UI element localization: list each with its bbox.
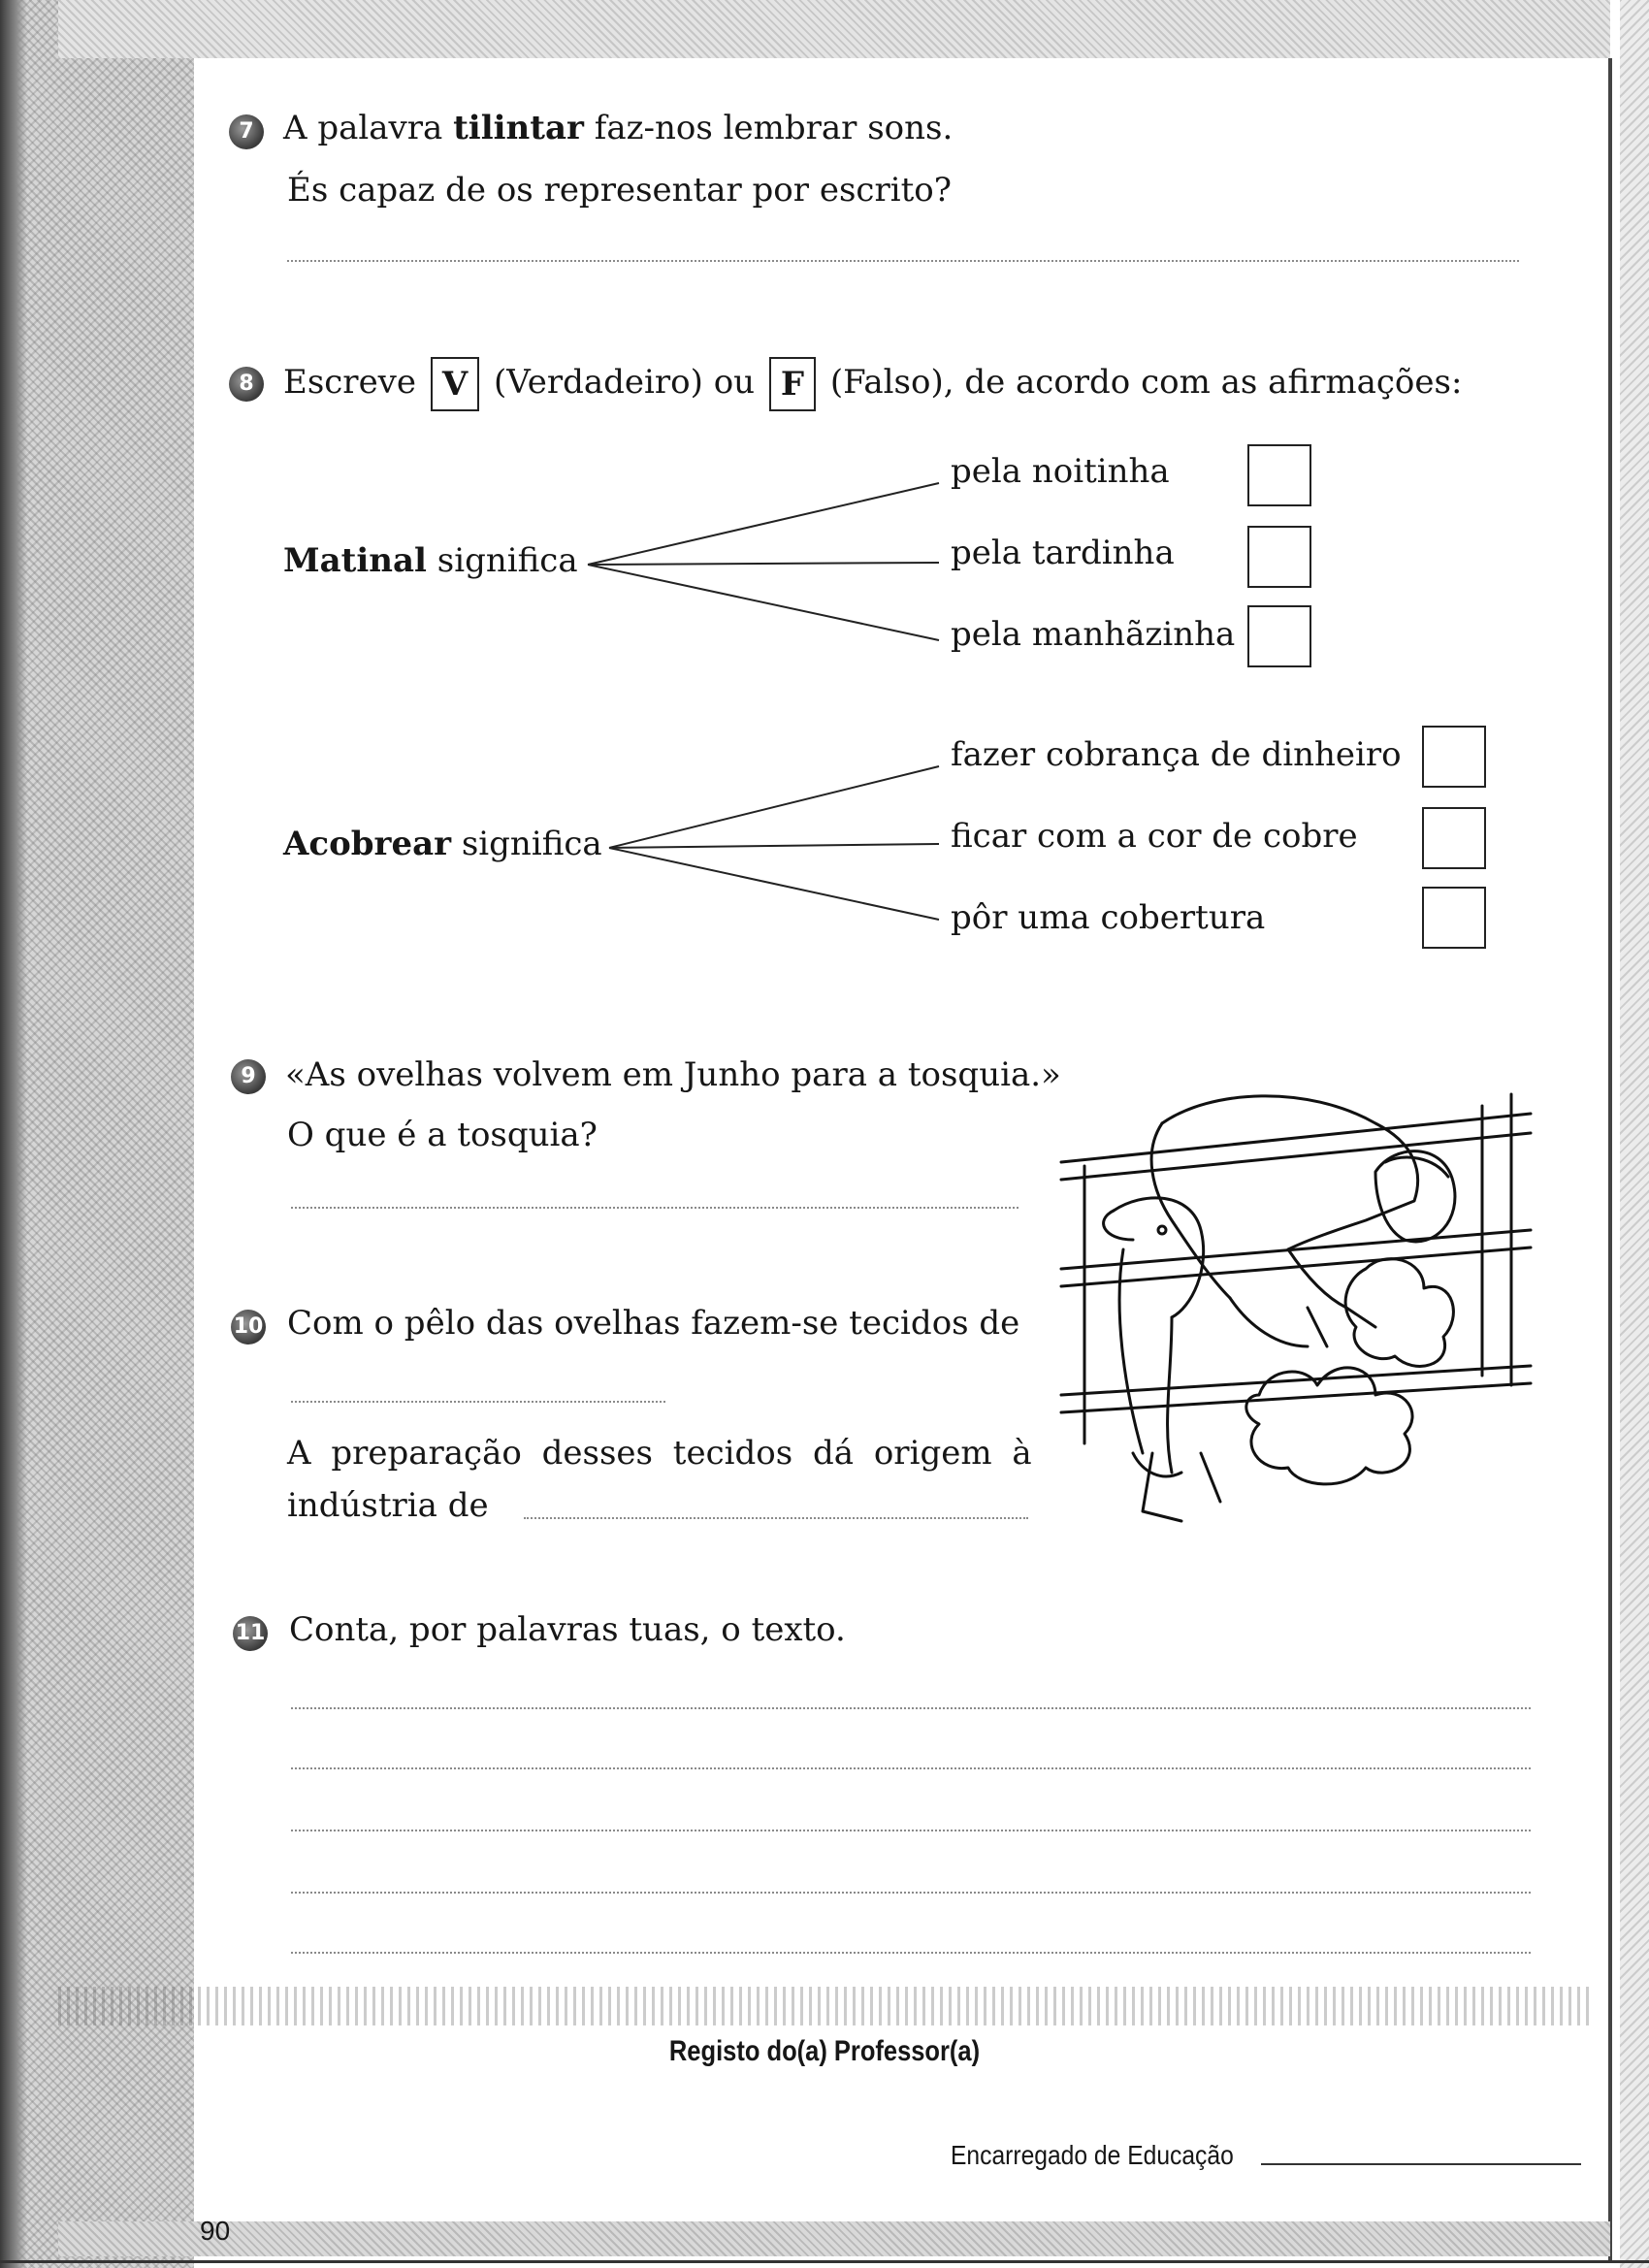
- scan-margin-bottom: [58, 2221, 1610, 2256]
- q10-answer-line-1[interactable]: [291, 1401, 665, 1403]
- q9-question: O que é a tosquia?: [287, 1116, 598, 1154]
- matinal-answer-box-2[interactable]: [1247, 526, 1311, 588]
- question-number-8: 8: [229, 367, 264, 402]
- question-number-11: 11: [233, 1616, 268, 1651]
- acobrear-label: Acobrear significa: [283, 825, 602, 863]
- f-box: F: [769, 357, 816, 411]
- page-edge-bottom: [0, 2260, 1649, 2263]
- q10-answer-line-2[interactable]: [524, 1517, 1028, 1519]
- q11-answer-line-2[interactable]: [291, 1767, 1531, 1769]
- q11-instruction: Conta, por palavras tuas, o texto.: [289, 1610, 846, 1649]
- v-box: V: [431, 357, 479, 411]
- matinal-option-3: pela manhãzinha: [951, 615, 1236, 654]
- acobrear-answer-box-1[interactable]: [1422, 726, 1486, 788]
- q11-answer-line-1[interactable]: [291, 1707, 1531, 1709]
- matinal-option-1: pela noitinha: [951, 452, 1170, 491]
- question-number-10: 10: [231, 1310, 266, 1345]
- acobrear-answer-box-3[interactable]: [1422, 887, 1486, 949]
- q11-answer-line-5[interactable]: [291, 1952, 1531, 1954]
- teacher-record-title: Registo do(a) Professor(a): [668, 2035, 981, 2067]
- guardian-signature-line[interactable]: [1261, 2163, 1581, 2165]
- matinal-option-2: pela tardinha: [951, 534, 1175, 572]
- question-number-7: 7: [229, 114, 264, 149]
- q10-line2: A preparação desses tecidos dá origem à: [287, 1434, 1032, 1473]
- matinal-answer-box-3[interactable]: [1247, 605, 1311, 667]
- matinal-answer-box-1[interactable]: [1247, 444, 1311, 506]
- page-number: 90: [200, 2216, 231, 2246]
- question-number-9: 9: [231, 1059, 266, 1094]
- q7-line1: A palavra tilintar faz-nos lembrar sons.: [283, 109, 954, 147]
- shearing-illustration: [1055, 1085, 1540, 1570]
- q8-instruction: Escreve V (Verdadeiro) ou F (Falso), de acordo com as afirmações:: [283, 357, 1462, 411]
- matinal-label: Matinal significa: [283, 541, 578, 580]
- q9-answer-line[interactable]: [291, 1207, 1018, 1209]
- q11-answer-line-4[interactable]: [291, 1892, 1531, 1894]
- q9-quote: «As ovelhas volvem em Junho para a tosquia.»: [285, 1055, 1061, 1094]
- q10-line1: Com o pêlo das ovelhas fazem-se tecidos de: [287, 1304, 1020, 1343]
- scan-band-footer: [58, 1987, 1591, 2025]
- acobrear-answer-box-2[interactable]: [1422, 807, 1486, 869]
- q10-line3: indústria de: [287, 1486, 489, 1525]
- acobrear-option-3: pôr uma cobertura: [951, 898, 1266, 937]
- acobrear-option-1: fazer cobrança de dinheiro: [951, 735, 1402, 774]
- guardian-label: Encarregado de Educação: [951, 2140, 1234, 2170]
- acobrear-option-2: ficar com a cor de cobre: [951, 817, 1358, 856]
- q11-answer-line-3[interactable]: [291, 1830, 1531, 1831]
- q7-line2: És capaz de os representar por escrito?: [287, 171, 952, 210]
